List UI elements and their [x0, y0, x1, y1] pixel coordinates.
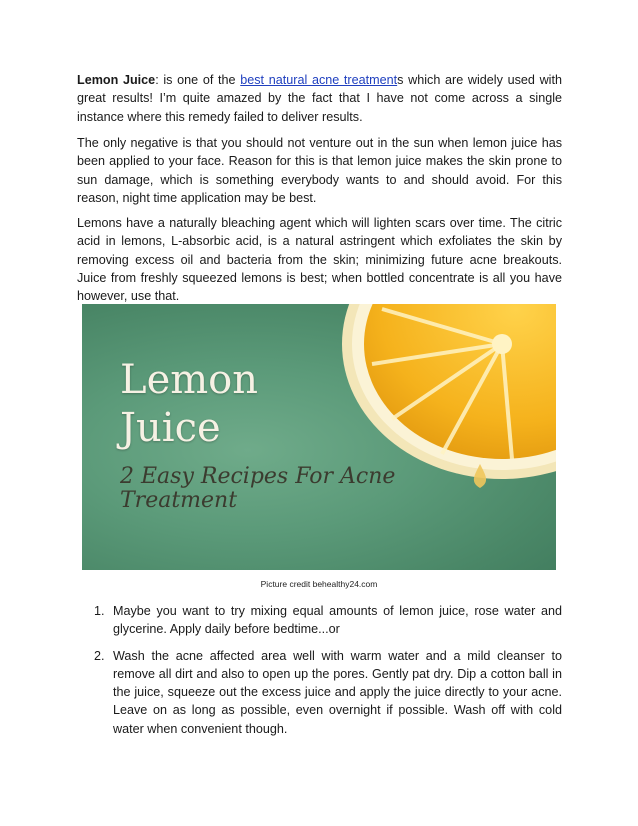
hero-subtitle-line-1: 2 Easy Recipes For Acne	[120, 464, 396, 489]
lead-term: Lemon Juice	[77, 73, 156, 87]
hero-title-line-2: Juice	[120, 405, 221, 451]
bleaching-agent-text: Lemons have a naturally bleaching agent which will lighten scars over time. The citric acid in lemons, L-absorbic acid, is a natural astringent which exfoliates the skin by removing excess oil and bacteria from the skin; minimizing future acne breakouts. Juice from freshly squeezed lemons is best; when bottled concentrate is all you have however, use that.	[77, 216, 562, 304]
step-text: Maybe you want to try mixing equal amounts of lemon juice, rose water and glycerine. Apply daily before bedtime...or	[113, 604, 562, 637]
lemon-core	[492, 334, 512, 354]
paragraph-lemon-juice-intro	[77, 71, 562, 126]
lemon-juice-hero-image	[82, 304, 556, 570]
list-item	[77, 647, 562, 738]
hero-subtitle-line-2: Treatment	[120, 488, 238, 513]
paragraph-sun-warning	[77, 134, 562, 207]
list-item	[77, 602, 562, 639]
paragraph-bleaching-agent	[77, 214, 562, 305]
sun-warning-text: The only negative is that you should not venture out in the sun when lemon juice has been applied to your face. Reason for this is that lemon juice makes the skin prone to sun damage, which is something everybody wants to and should avoid. For this reason, night time application may be best.	[77, 136, 562, 205]
step-text: Wash the acne affected area well with warm water and a mild cleanser to remove all dirt and also to open up the pores. Gently pat dry. Dip a cotton ball in the juice, squeeze out the excess juice and apply the juice directly to your acne. Leave on as long as possible, even overnight if possible. Wash off with cold water when convenient though.	[113, 648, 562, 736]
intro-text-after-link: s which are widely used with great results! I’m quite amazed by the fact that I have not come across a single instance where this remedy failed to deliver results.	[77, 73, 562, 124]
recipe-steps-list	[77, 602, 562, 746]
hero-title-line-1: Lemon	[120, 357, 259, 403]
step-number: 2.	[94, 648, 105, 663]
acne-treatment-link[interactable]: best natural acne treatment	[240, 73, 398, 87]
step-number: 1.	[94, 604, 105, 618]
intro-text-before-link: : is one of the	[155, 73, 241, 87]
picture-credit-caption: Picture credit behealthy24.com	[260, 579, 378, 589]
